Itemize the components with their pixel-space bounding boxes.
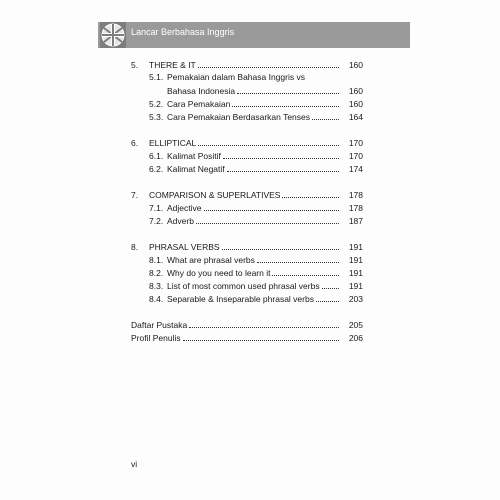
toc-number: 7.1. (149, 203, 164, 213)
toc-title: List of most common used phrasal verbs (167, 281, 320, 291)
spacer (131, 123, 363, 136)
toc-title: PHRASAL VERBS (149, 242, 220, 252)
toc-title: Daftar Pustaka (131, 320, 188, 330)
leader-dots (316, 292, 339, 302)
leader-dots (222, 240, 339, 250)
toc-section-8-4[interactable] (131, 292, 363, 305)
page-number: vi (131, 459, 138, 469)
toc-title: Separable & Inseparable phrasal verbs (167, 294, 314, 304)
toc-section-5-1[interactable] (131, 71, 363, 84)
toc-page: 203 (348, 294, 363, 304)
toc-bibliography[interactable] (131, 318, 363, 331)
leader-dots (257, 253, 339, 263)
toc-title: What are phrasal verbs (167, 255, 255, 265)
toc-number: 5.3. (149, 112, 164, 122)
toc-page: 191 (348, 242, 363, 252)
toc-section-6-2[interactable] (131, 162, 363, 175)
toc-number: 7.2. (149, 216, 164, 226)
toc-number: 8.1. (149, 255, 164, 265)
toc-title: Kalimat Positif (167, 151, 221, 161)
toc-author-profile[interactable] (131, 331, 363, 344)
toc-chapter-5[interactable] (131, 58, 363, 71)
leader-dots (227, 162, 339, 172)
toc-section-7-1[interactable] (131, 201, 363, 214)
toc-title: Why do you need to learn it (167, 268, 271, 278)
leader-dots (189, 318, 339, 328)
toc-number: 6.2. (149, 164, 164, 174)
toc-page: 187 (348, 216, 363, 226)
toc-title-continued: Bahasa Indonesia (167, 86, 236, 96)
toc-page: 164 (348, 112, 363, 122)
toc-section-5-3[interactable] (131, 110, 363, 123)
toc-number: 8. (131, 242, 139, 252)
toc-page: 160 (348, 86, 363, 96)
toc-section-6-1[interactable] (131, 149, 363, 162)
toc-page: 174 (348, 164, 363, 174)
toc-chapter-8[interactable] (131, 240, 363, 253)
toc-page: 170 (348, 151, 363, 161)
leader-dots (198, 136, 339, 146)
toc-number: 8.2. (149, 268, 164, 278)
toc-title: ELLIPTICAL (149, 138, 197, 148)
toc-number: 5.2. (149, 99, 164, 109)
toc-title: THERE & IT (149, 60, 196, 70)
leader-dots (282, 188, 339, 198)
toc-section-8-2[interactable] (131, 266, 363, 279)
toc-chapter-6[interactable] (131, 136, 363, 149)
toc-title: Cara Pemakaian (167, 99, 231, 109)
toc-page: 191 (348, 255, 363, 265)
book-title: Lancar Berbahasa Inggris (131, 27, 235, 37)
toc-title: Kalimat Negatif (167, 164, 225, 174)
toc-section-8-3[interactable] (131, 279, 363, 292)
toc-page: 178 (348, 203, 363, 213)
spacer (131, 227, 363, 240)
toc-number: 5. (131, 60, 139, 70)
toc-number: 6. (131, 138, 139, 148)
table-of-contents (131, 58, 363, 344)
toc-title: Adverb (167, 216, 194, 226)
leader-dots (204, 201, 340, 211)
toc-page: 205 (348, 320, 363, 330)
toc-title: COMPARISON & SUPERLATIVES (149, 190, 281, 200)
leader-dots (312, 110, 339, 120)
toc-section-7-2[interactable] (131, 214, 363, 227)
toc-section-5-1-cont[interactable] (131, 84, 363, 97)
toc-number: 8.3. (149, 281, 164, 291)
toc-page: 178 (348, 190, 363, 200)
toc-page: 191 (348, 281, 363, 291)
union-flag-circle-icon (100, 22, 126, 48)
leader-dots (272, 266, 339, 276)
leader-dots (237, 84, 339, 94)
toc-page: 170 (348, 138, 363, 148)
leader-dots (322, 279, 339, 289)
toc-title: Cara Pemakaian Berdasarkan Tenses (167, 112, 311, 122)
leader-dots (223, 149, 339, 159)
leader-dots (198, 58, 339, 68)
toc-page: 160 (348, 99, 363, 109)
toc-chapter-7[interactable] (131, 188, 363, 201)
leader-dots (196, 214, 339, 224)
leader-dots (183, 331, 339, 341)
spacer (131, 305, 363, 318)
toc-number: 8.4. (149, 294, 164, 304)
toc-number: 5.1. (149, 72, 164, 82)
leader-dots (232, 97, 339, 107)
toc-section-8-1[interactable] (131, 253, 363, 266)
toc-page: 206 (348, 333, 363, 343)
toc-section-5-2[interactable] (131, 97, 363, 110)
toc-title: Profil Penulis (131, 333, 181, 343)
toc-page: 191 (348, 268, 363, 278)
toc-number: 7. (131, 190, 139, 200)
spacer (131, 175, 363, 188)
toc-title: Adjective (167, 203, 202, 213)
toc-title: Pemakaian dalam Bahasa Inggris vs (167, 72, 305, 82)
toc-page: 160 (348, 60, 363, 70)
toc-number: 6.1. (149, 151, 164, 161)
